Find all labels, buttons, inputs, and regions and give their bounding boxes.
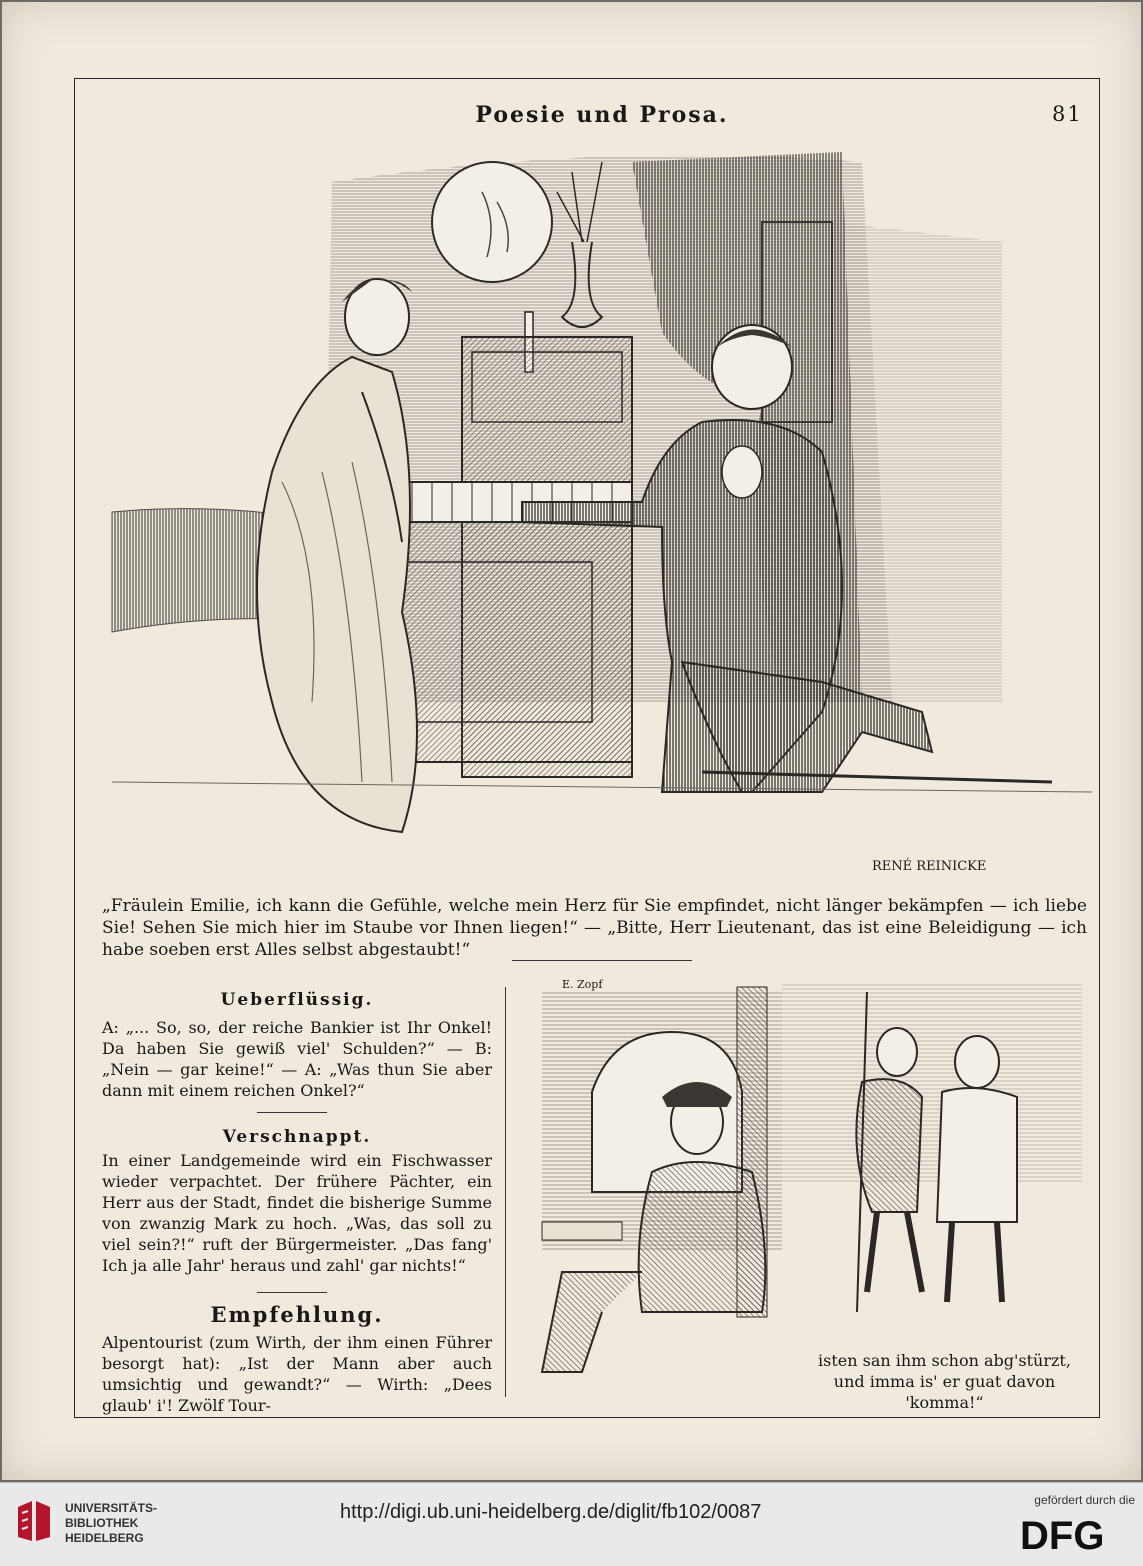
- section-text-ueberfluessig: A: „... So, so, der reiche Bankier ist Ihr Onkel! Da haben Sie gewiß viel' Schulden?“ — B: „Nein — gar keine!“ — A: „Was thun Sie aber dann mit einem reichen Onkel?“: [102, 1018, 492, 1100]
- footer-bar: [0, 1482, 1143, 1566]
- artist-signature: E. Zopf: [562, 978, 603, 991]
- piano-illustration: [102, 142, 1092, 882]
- scanned-page: [2, 2, 1141, 1480]
- source-url-link[interactable]: http://digi.ub.uni-heidelberg.de/diglit/fb102/0087: [340, 1501, 762, 1523]
- running-title: Poesie und Prosa.: [475, 102, 729, 128]
- caption-separator: [512, 960, 692, 961]
- svg-text:DFG: DFG: [1020, 1515, 1105, 1555]
- section-separator: [257, 1112, 327, 1113]
- artist-signature: RENÉ REINICKE: [872, 859, 987, 874]
- section-title-ueberfluessig: Ueberflüssig.: [220, 990, 374, 1010]
- main-caption: „Fräulein Emilie, ich kann die Gefühle, welche mein Herz für Sie empfindet, nicht länger bekämpfen — ich liebe Sie! Sehen Sie mich hier im Staube vor Ihnen liegen!“ — „Bitte, Herr Lieutenant, das ist eine Beleidigung — ich habe soeben erst Alles selbst abgestaubt!“: [102, 896, 1087, 960]
- library-name: UNIVERSITÄTS- BIBLIOTHEK HEIDELBERG: [65, 1501, 158, 1545]
- section-separator: [257, 1292, 327, 1293]
- page-number: 81: [1052, 102, 1083, 126]
- dfg-logo: [1018, 1515, 1128, 1555]
- alpine-illustration: [522, 972, 1092, 1402]
- funding-label: gefördert durch die: [1034, 1493, 1135, 1507]
- section-title-empfehlung: Empfehlung.: [210, 1302, 384, 1327]
- column-divider: [505, 987, 506, 1397]
- section-text-verschnappt: In einer Landgemeinde wird ein Fischwasser wieder verpachtet. Der frühere Pächter, ein Herr aus der Stadt, findet die bisherige Summe von zwanzig Mark zu hoch. „Was, das soll zu viel sein?!“ ruft der Bürgermeister. „Das fang' Ich ja alle Jahr' heraus und zahl' gar nichts!“: [102, 1151, 492, 1275]
- alpine-caption: isten san ihm schon abg'stürzt, und imma is' er guat davon 'komma!“: [818, 1351, 1071, 1412]
- section-text-empfehlung: Alpentourist (zum Wirth, der ihm einen Führer besorgt hat): „Ist der Mann aber auch umsichtig und gewandt?“ — Wirth: „Dees glaub' i'! Zwölf Tour-: [102, 1333, 492, 1415]
- section-title-verschnappt: Verschnappt.: [222, 1127, 372, 1147]
- library-logo-icon: [14, 1497, 54, 1545]
